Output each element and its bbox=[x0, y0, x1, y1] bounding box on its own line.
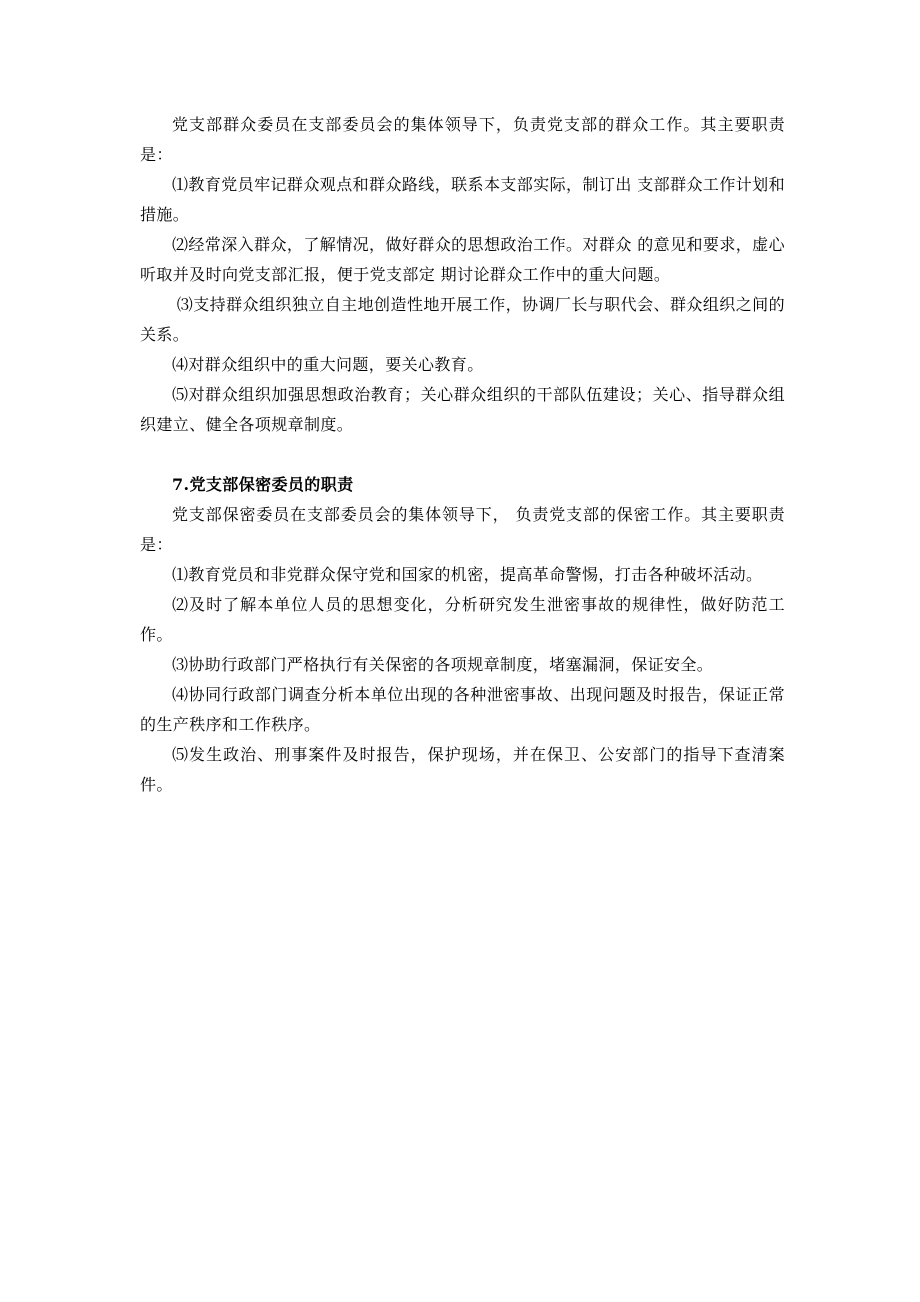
section6-item-1: ⑴教育党员牢记群众观点和群众路线，联系本支部实际，制订出 支部群众工作计划和措施。 bbox=[140, 175, 785, 224]
section6-item-4: ⑷对群众组织中的重大问题，要关心教育。 bbox=[172, 355, 484, 374]
section6-item-5: ⑸对群众组织加强思想政治教育；关心群众组织的干部队伍建设；关心、指导群众组织建立、健全各项规章制度。 bbox=[140, 385, 785, 434]
section7-intro: 党支部保密委员在支部委员会的集体领导下， 负责党支部的保密工作。其主要职责是： bbox=[140, 505, 785, 554]
section-spacer bbox=[140, 440, 785, 470]
section7-item-3: ⑶协助行政部门严格执行有关保密的各项规章制度，堵塞漏洞，保证安全。 bbox=[172, 655, 714, 674]
section7-title: 7.党支部保密委员的职责 bbox=[172, 475, 354, 494]
section7-item-4: ⑷协同行政部门调查分析本单位出现的各种泄密事故、出现问题及时报告，保证正常的生产秩序和工作秩序。 bbox=[140, 685, 785, 734]
section7-item-1: ⑴教育党员和非党群众保守党和国家的机密，提高革命警惕，打击各种破坏活动。 bbox=[172, 565, 763, 584]
section7-item-2: ⑵及时了解本单位人员的思想变化，分析研究发生泄密事故的规律性，做好防范工作。 bbox=[140, 595, 785, 644]
section6-intro: 党支部群众委员在支部委员会的集体领导下，负责党支部的群众工作。其主要职责是： bbox=[140, 115, 785, 164]
section7-item-5: ⑸发生政治、刑事案件及时报告，保护现场，并在保卫、公安部门的指导下查清案件。 bbox=[140, 745, 785, 794]
section6-item-3: ⑶支持群众组织独立自主地创造性地开展工作，协调厂长与职代会、群众组织之间的关系。 bbox=[140, 295, 785, 344]
document-page bbox=[140, 110, 785, 800]
section6-item-2: ⑵经常深入群众，了解情况，做好群众的思想政治工作。对群众 的意见和要求，虚心听取并及时向党支部汇报，便于党支部定 期讨论群众工作中的重大问题。 bbox=[140, 235, 785, 284]
